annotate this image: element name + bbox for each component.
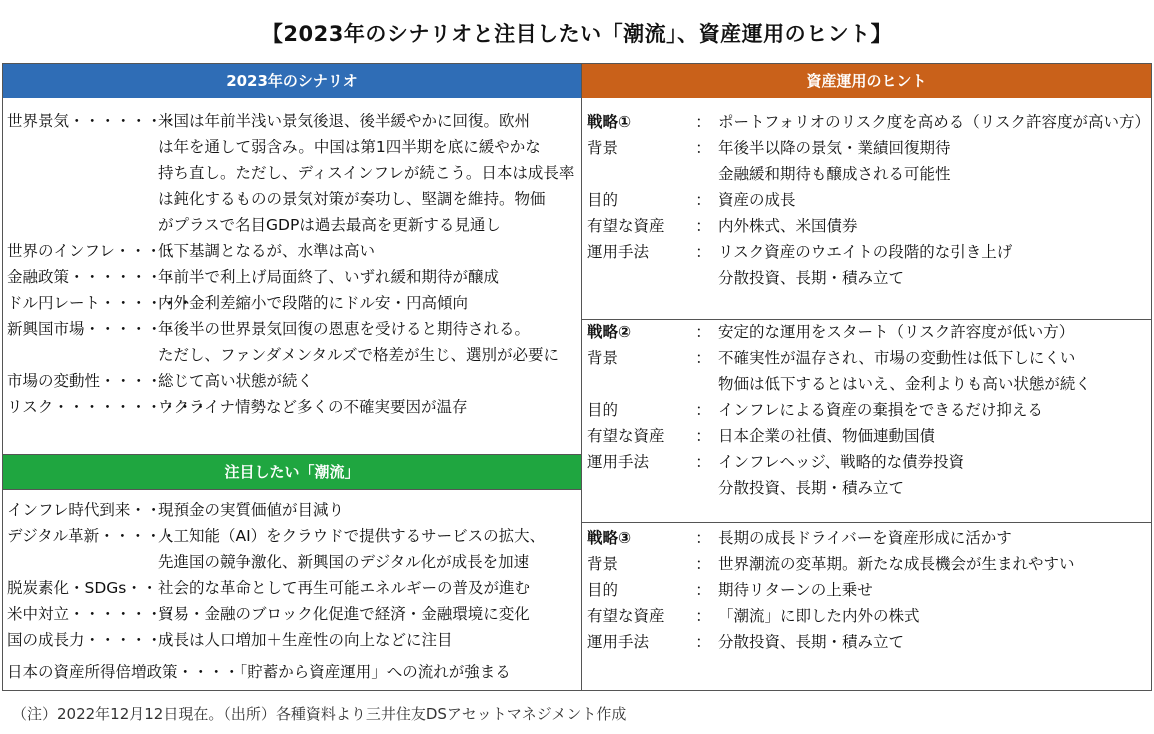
scenario-label: 市場の変動性・・・・ (7, 372, 163, 390)
scenario-text-line: 年後半の世界景気回復の恩恵を受けると期待される。 (158, 320, 531, 338)
scenario-label: 新興国市場・・・・・・ (7, 320, 178, 338)
strategy-row (582, 525, 1151, 551)
scenario-text-line: 低下基調となるが、水準は高い (158, 242, 376, 260)
trend-text (154, 523, 581, 575)
scenario-text-line: 内外金利差縮小で段階的にドル安・円高傾向 (158, 294, 469, 312)
strategy-row (582, 551, 1151, 577)
strategy-colon: ： (695, 529, 711, 547)
trend-final-text: 日本の資産所得倍増政策・・・・「貯蓄から資産運用」への流れが強まる (7, 663, 511, 681)
strategy-label: 戦略③ (587, 529, 632, 547)
trend-label: 国の成長力・・・・・・ (7, 631, 178, 649)
strategy-label: 有望な資産 (587, 607, 665, 625)
strategy-value: 内外株式、米国債券 (718, 217, 858, 235)
strategy-colon-spacer (688, 371, 718, 397)
strategy-row (582, 213, 1151, 239)
strategy-row (582, 109, 1151, 135)
strategy-row (582, 577, 1151, 603)
scenario-text-line: 米国は年前半浅い景気後退、後半緩やかに回復。欧州 (158, 112, 531, 130)
strategy-row (582, 239, 1151, 265)
strategy-colon-spacer (688, 265, 718, 291)
strategy-colon: ： (695, 139, 711, 157)
strategy-row (582, 187, 1151, 213)
scenario-row (3, 264, 581, 290)
trend-row (3, 627, 581, 653)
strategy-label: 背景 (587, 139, 619, 157)
scenario-text-line: は鈍化するものの景気対策が奏功し、堅調を維持。物価 (158, 190, 546, 208)
strategy-row (582, 345, 1151, 371)
strategy-row (582, 603, 1151, 629)
strategy-label: 運用手法 (587, 243, 650, 261)
strategy-label-spacer (582, 265, 688, 291)
strategy-colon: ： (695, 453, 711, 471)
strategy-row (582, 135, 1151, 161)
strategy-label-spacer (582, 161, 688, 187)
strategy-row (582, 629, 1151, 655)
strategy-row (582, 449, 1151, 475)
trend-text (154, 575, 581, 601)
strategy-value: 期待リターンの上乗せ (718, 581, 873, 599)
strategy-label: 運用手法 (587, 453, 650, 471)
strategy-colon-spacer (688, 475, 718, 501)
scenario-text-line: は年を通して弱含み。中国は第1四半期を底に緩やかな (158, 138, 541, 156)
strategy-colon: ： (695, 243, 711, 261)
scenario-row (3, 394, 581, 420)
scenario-text (154, 290, 581, 316)
trend-label: デジタル革新・・・・・ (7, 527, 177, 545)
strategy-colon-spacer (688, 161, 718, 187)
strategy-label: 目的 (587, 581, 619, 599)
strategy-value: 物価は低下するとはいえ、金利よりも高い状態が続く (718, 375, 1091, 393)
trend-text-line: 先進国の競争激化、新興国のデジタル化が成長を加速 (158, 553, 530, 571)
trend-text-line: 現預金の実質価値が目減り (158, 501, 345, 519)
strategy-value: ポートフォリオのリスク度を高める（リスク許容度が高い方） (718, 113, 1150, 131)
trend-text (154, 627, 581, 653)
trends-header: 注目したい「潮流」 (3, 454, 581, 490)
scenario-row (3, 368, 581, 394)
strategy-label: 背景 (587, 349, 619, 367)
strategy-label: 有望な資産 (587, 427, 665, 445)
trend-final-row (3, 659, 581, 685)
trends-final-row-wrap (3, 659, 581, 685)
scenario-text (154, 108, 581, 238)
strategy-1 (582, 109, 1151, 291)
strategy-value: 不確実性が温存され、市場の変動性は低下しにくい (718, 349, 1076, 367)
strategy-value: 金融緩和期待も醸成される可能性 (718, 165, 951, 183)
scenario-text-line: 持ち直し。ただし、ディスインフレが続こう。日本は成長率 (158, 164, 575, 182)
strategy-label: 背景 (587, 555, 619, 573)
strategy-row (582, 397, 1151, 423)
scenario-text-line: 総じて高い状態が続く (158, 372, 314, 390)
scenario-list (3, 108, 581, 420)
scenario-label: 金融政策・・・・・・・ (7, 268, 178, 286)
trend-row (3, 601, 581, 627)
trend-text (154, 497, 581, 523)
scenario-text (154, 264, 581, 290)
strategy-colon: ： (695, 607, 711, 625)
scenario-text-line: ただし、ファンダメンタルズで格差が生じ、選別が必要に (158, 346, 559, 364)
strategy-row (582, 265, 1151, 291)
strategy-value: 分散投資、長期・積み立て (718, 479, 905, 497)
source-note: （注）2022年12月12日現在。（出所）各種資料より三井住友DSアセットマネジメント作成 (12, 705, 627, 723)
strategy-value: 安定的な運用をスタート（リスク許容度が低い方） (718, 323, 1075, 341)
strategy-colon: ： (695, 401, 711, 419)
strategy-label: 戦略① (587, 113, 632, 131)
strategy-value: 日本企業の社債、物価連動国債 (718, 427, 936, 445)
strategy-value: インフレによる資産の棄損をできるだけ抑える (718, 401, 1043, 419)
scenario-label: リスク・・・・・・・・・・ (7, 398, 209, 416)
strategy-colon: ： (695, 427, 711, 445)
strategy-row (582, 423, 1151, 449)
strategy-label: 戦略② (587, 323, 632, 341)
trend-text-line: 成長は人口増加＋生産性の向上などに注目 (158, 631, 453, 649)
trend-label: 米中対立・・・・・・・ (7, 605, 178, 623)
scenario-text (154, 368, 581, 394)
strategy-value: 「潮流」に即した内外の株式 (718, 607, 920, 625)
trend-text-line: 人工知能（AI）をクラウドで提供するサービスの拡大、 (158, 527, 546, 545)
scenario-text (154, 316, 581, 368)
hints-header: 資産運用のヒント (582, 64, 1151, 98)
strategy-colon: ： (695, 581, 711, 599)
strategy-2 (582, 319, 1151, 501)
strategy-colon: ： (695, 555, 711, 573)
strategy-row (582, 319, 1151, 345)
scenario-row (3, 238, 581, 264)
strategy-row (582, 475, 1151, 501)
scenario-text-line: ウクライナ情勢など多くの不確実要因が温存 (158, 398, 468, 416)
strategy-value: 長期の成長ドライバーを資産形成に活かす (718, 529, 1012, 547)
strategy-3 (582, 525, 1151, 655)
scenario-row (3, 290, 581, 316)
trend-row (3, 575, 581, 601)
strategy-label: 運用手法 (587, 633, 650, 651)
strategy-label-spacer (582, 475, 688, 501)
scenario-text (154, 238, 581, 264)
trend-label: 脱炭素化・SDGs・・ (7, 579, 158, 597)
strategy-label: 有望な資産 (587, 217, 665, 235)
scenario-label: 世界のインフレ・・・・ (7, 242, 177, 260)
scenario-text-line: がプラスで名目GDPは過去最高を更新する見通し (158, 216, 501, 234)
scenario-label: ドル円レート・・・・・・ (7, 294, 194, 312)
hints-panel (581, 63, 1152, 691)
scenario-label: 世界景気・・・・・・・ (7, 112, 178, 130)
strategy-value: 年後半以降の景気・業績回復期待 (718, 139, 951, 157)
strategy-value: リスク資産のウエイトの段階的な引き上げ (718, 243, 1013, 261)
strategy-colon: ： (695, 191, 711, 209)
trend-label: インフレ時代到来・・ (7, 501, 162, 519)
trend-text (154, 601, 581, 627)
page-title: 【2023年のシナリオと注目したい「潮流」、資産運用のヒント】 (261, 22, 893, 46)
scenario-row (3, 316, 581, 368)
trend-row (3, 497, 581, 523)
scenario-panel (2, 63, 582, 691)
trend-text-line: 社会的な革命として再生可能エネルギーの普及が進む (158, 579, 531, 597)
strategy-colon: ： (695, 633, 711, 651)
strategy-value: 資産の成長 (718, 191, 796, 209)
strategy-value: インフレヘッジ、戦略的な債券投資 (718, 453, 965, 471)
strategy-value: 分散投資、長期・積み立て (718, 269, 905, 287)
trend-row (3, 523, 581, 575)
strategy-value: 世界潮流の変革期。新たな成長機会が生まれやすい (718, 555, 1075, 573)
strategy-label: 目的 (587, 401, 619, 419)
strategy-value: 分散投資、長期・積み立て (718, 633, 905, 651)
strategy-label-spacer (582, 371, 688, 397)
scenario-text-line: 年前半で利上げ局面終了、いずれ緩和期待が醸成 (158, 268, 500, 286)
trend-text-line: 貿易・金融のブロック化促進で経済・金融環境に変化 (158, 605, 530, 623)
scenario-row (3, 108, 581, 238)
trends-list (3, 497, 581, 653)
strategy-divider (582, 522, 1151, 523)
strategy-colon: ： (695, 113, 711, 131)
scenario-text (154, 394, 581, 420)
strategy-colon: ： (695, 349, 711, 367)
strategy-label: 目的 (587, 191, 619, 209)
strategy-colon: ： (695, 217, 711, 235)
strategy-row (582, 161, 1151, 187)
strategy-colon: ： (695, 323, 711, 341)
scenario-header: 2023年のシナリオ (3, 64, 581, 98)
strategy-row (582, 371, 1151, 397)
